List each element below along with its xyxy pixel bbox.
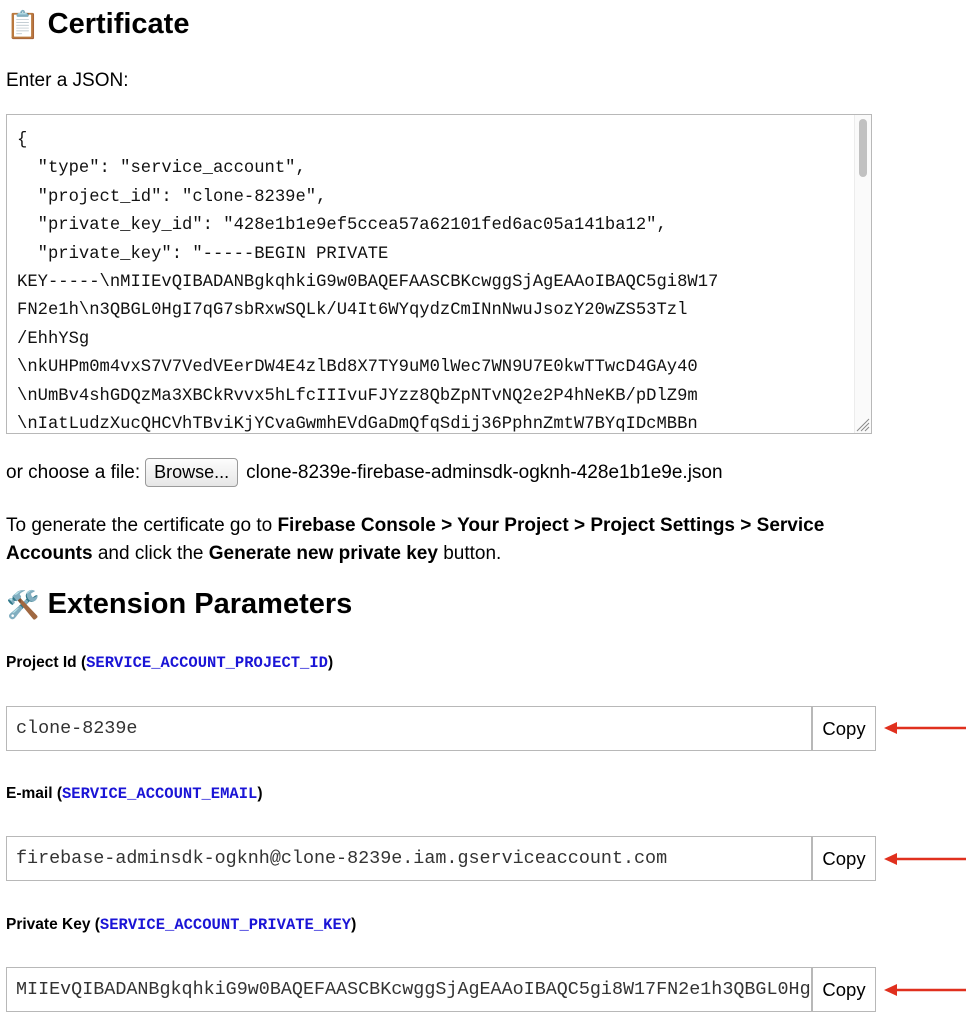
copy-project-id-button[interactable]: Copy: [812, 706, 876, 751]
json-textarea-scrollbar[interactable]: [854, 115, 871, 433]
project-id-input[interactable]: [6, 706, 812, 751]
resize-grip-icon[interactable]: [854, 416, 870, 432]
param-label-text: Project Id: [6, 654, 77, 671]
clipboard-icon: 📋: [6, 9, 40, 40]
project-id-env-var: SERVICE_ACCOUNT_PROJECT_ID: [86, 654, 328, 672]
email-input[interactable]: [6, 836, 812, 881]
json-prompt: Enter a JSON:: [6, 70, 129, 91]
file-prompt: or choose a file:: [6, 461, 141, 483]
certificate-heading: [6, 8, 189, 41]
extension-parameters-heading: [6, 588, 352, 621]
private-key-env-var: SERVICE_ACCOUNT_PRIVATE_KEY: [99, 916, 352, 934]
certificate-instructions: [6, 512, 856, 568]
file-chooser-row: [6, 458, 723, 487]
private-key-row: [6, 967, 876, 1012]
browse-button[interactable]: Browse...: [145, 458, 238, 487]
copy-email-button[interactable]: Copy: [812, 836, 876, 881]
generate-key-button-name: Generate new private key: [208, 543, 438, 564]
json-textarea-content[interactable]: { "type": "service_account", "project_id": "clone-8239e", "private_key_id": "428e1b1e9ef5ccea57a62101fed6ac05a141ba12", "private_key": "-----BEGIN PRIVATE KEY-----\nMIIEvQIBADANBgkqhkiG9w0BAQEFAASCBKcwggSjAgEAAoIBAQC5gi8W17 FN2e1h\n3QBGL0HgI7qG7sbRxwSQLk/U4It6WYqydzCmINnNwuJsozY20wZS53Tzl /EhhYSg \nkUHPm0m4vxS7V7VedVEerDW4E4zlBd8X7TY9uM0lWec7WN9U7E0kwTTwcD4GAy40 \nUmBv4shGDQzMa3XBCkRvvx5hLfcIIIvuFJYzz8QbZpNTvNQ2e2P4hNeKB/pDlZ9m \nIatLudzXucQHCVhTBviKjYCvaGwmhEVdGaDmQfqSdij36PphnZmtW7BYqIDcMBBn: [17, 131, 719, 434]
instructions-text: and click the: [92, 543, 209, 564]
json-textarea[interactable]: [6, 114, 872, 434]
param-label-text: E-mail: [6, 785, 53, 802]
project-id-label: Project Id (SERVICE_ACCOUNT_PROJECT_ID): [6, 654, 334, 672]
arrow-left-icon: [884, 982, 966, 998]
copy-private-key-button[interactable]: Copy: [812, 967, 876, 1012]
private-key-input[interactable]: [6, 967, 812, 1012]
console-path: Firebase Console > Your Project > Project Settings > Service Accounts: [6, 515, 825, 564]
scrollbar-thumb[interactable]: [859, 119, 867, 177]
instructions-text: button.: [437, 543, 502, 564]
certificate-title: Certificate: [47, 8, 190, 40]
param-label-text: Private Key: [6, 916, 91, 933]
extension-parameters-title: Extension Parameters: [47, 588, 353, 620]
project-id-row: [6, 706, 876, 751]
private-key-label: Private Key (SERVICE_ACCOUNT_PRIVATE_KEY): [6, 916, 357, 934]
arrow-left-icon: [884, 851, 966, 867]
selected-file-name: clone-8239e-firebase-adminsdk-ogknh-428e1b1e9e.json: [246, 461, 723, 483]
instructions-text: To generate the certificate go to: [6, 515, 278, 536]
tools-icon: 🛠️: [6, 589, 40, 620]
email-env-var: SERVICE_ACCOUNT_EMAIL: [61, 785, 258, 803]
email-row: [6, 836, 876, 881]
email-label: E-mail (SERVICE_ACCOUNT_EMAIL): [6, 785, 263, 803]
arrow-left-icon: [884, 720, 966, 736]
